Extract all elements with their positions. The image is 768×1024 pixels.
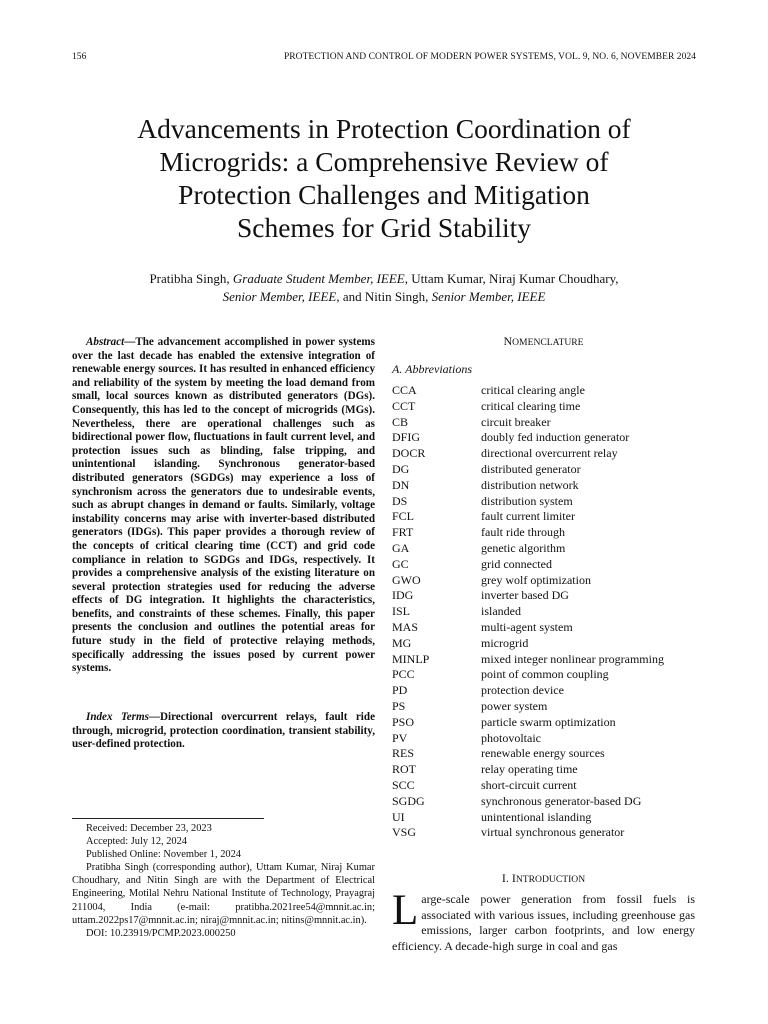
abbreviation-term: MG [392, 635, 412, 650]
abbreviation-row [392, 746, 696, 762]
received-date: Received: December 23, 2023 [86, 823, 212, 834]
abbreviation-term: GC [392, 556, 409, 571]
abbreviation-term: DFIG [392, 430, 421, 445]
abbreviation-term: CCT [392, 398, 416, 413]
abbreviation-definition: particle swarm optimization [481, 714, 616, 729]
abbreviations-subheading: A. Abbreviations [392, 362, 472, 376]
abbreviation-list [392, 383, 696, 841]
abbreviation-term: PD [392, 683, 408, 698]
abbreviation-term: ISL [392, 604, 410, 619]
abbreviation-term: FCL [392, 509, 415, 524]
abbreviation-term: ROT [392, 762, 416, 777]
abbreviation-row [392, 446, 696, 462]
abbreviation-definition: microgrid [481, 635, 529, 650]
abbreviation-definition: photovoltaic [481, 730, 541, 745]
abbreviation-row [392, 430, 696, 446]
abbreviation-term: IDG [392, 588, 414, 603]
abbreviation-term: UI [392, 809, 405, 824]
abbreviation-row [392, 731, 696, 747]
abbreviation-definition: critical clearing angle [481, 383, 585, 397]
abbreviation-term: DG [392, 461, 410, 476]
abbreviation-row [392, 715, 696, 731]
abbreviation-row [392, 399, 696, 415]
page-number: 156 [72, 52, 87, 62]
doi: DOI: 10.23919/PCMP.2023.000250 [86, 927, 236, 939]
abbreviation-term: PV [392, 730, 408, 745]
abbreviation-row [392, 509, 696, 525]
abbreviation-definition: inverter based DG [481, 588, 569, 603]
nomenclature-heading: NOMENCLATURE [503, 334, 584, 348]
introduction-heading: I. INTRODUCTION [501, 871, 586, 885]
abbreviation-term: DN [392, 477, 410, 492]
title-line: Advancements in Protection Coordination of [137, 113, 631, 144]
abbreviation-term: CCA [392, 383, 417, 397]
abbreviation-row [392, 825, 696, 841]
author-list [72, 270, 696, 305]
abbreviation-term: DOCR [392, 446, 426, 461]
abbreviation-term: DS [392, 493, 408, 508]
abbreviation-definition: fault current limiter [481, 509, 575, 524]
index-terms-label: Index Terms [86, 711, 149, 723]
abbreviation-definition: distribution network [481, 477, 579, 492]
abbreviation-row [392, 699, 696, 715]
abbreviation-row [392, 810, 696, 826]
abbreviation-definition: islanded [481, 604, 521, 619]
abbreviation-term: GA [392, 540, 410, 555]
abbreviation-term: PSO [392, 714, 415, 729]
abbreviation-row [392, 636, 696, 652]
abbreviation-definition: mixed integer nonlinear programming [481, 651, 664, 666]
abbreviation-term: PCC [392, 667, 415, 682]
abbreviation-row [392, 383, 696, 399]
abbreviation-definition: distribution system [481, 493, 573, 508]
abbreviation-row [392, 478, 696, 494]
abbreviation-definition: multi-agent system [481, 619, 573, 634]
abbreviation-definition: unintentional islanding [481, 809, 592, 824]
abbreviation-term: FRT [392, 525, 414, 540]
published-date: Published Online: November 1, 2024 [86, 849, 241, 861]
abbreviation-definition: directional overcurrent relay [481, 446, 618, 461]
author-name: , and Nitin Singh, [336, 288, 432, 304]
abbreviation-term: MAS [392, 619, 419, 634]
title-line: Schemes for Grid Stability [236, 212, 532, 243]
abbreviation-term: CB [392, 414, 409, 429]
index-terms [72, 711, 375, 752]
author-role: Graduate Student Member, IEEE [232, 271, 405, 286]
title-line: Protection Challenges and Mitigation [178, 179, 590, 210]
abbreviation-row [392, 462, 696, 478]
abbreviation-definition: synchronous generator-based DG [481, 793, 642, 808]
abbreviation-term: SGDG [392, 793, 425, 808]
abbreviation-row [392, 620, 696, 636]
abbreviation-definition: grey wolf optimization [481, 572, 591, 587]
abbreviation-definition: distributed generator [481, 461, 581, 476]
abbreviation-row [392, 557, 696, 573]
abbreviation-row [392, 604, 696, 620]
abbreviation-definition: doubly fed induction generator [481, 430, 630, 445]
abbreviation-definition: short-circuit current [481, 777, 577, 792]
abbreviation-definition: circuit breaker [481, 414, 551, 429]
accepted-date: Accepted: July 12, 2024 [86, 836, 187, 848]
abbreviation-term: PS [392, 698, 406, 713]
abbreviation-row [392, 652, 696, 668]
abbreviation-definition: fault ride through [481, 525, 565, 540]
abbreviation-definition: grid connected [481, 556, 552, 571]
abbreviation-row [392, 541, 696, 557]
abbreviation-row [392, 762, 696, 778]
abbreviation-row [392, 778, 696, 794]
abbreviation-definition: genetic algorithm [481, 540, 566, 555]
abbreviation-definition: virtual synchronous generator [481, 825, 625, 840]
author-name: Pratibha Singh, [149, 271, 233, 286]
abbreviation-row [392, 588, 696, 604]
journal-citation: PROTECTION AND CONTROL OF MODERN POWER SYSTEMS, VOL. 9, NO. 6, NOVEMBER 2024 [283, 52, 696, 62]
abbreviation-row [392, 683, 696, 699]
abstract-text: —The advancement accomplished in power systems over the last decade has enabled the extensive integration of renewable energy sources. It has resulted in enhanced efficiency and reliability of the system by meeting the load demand from small, local sources known as distributed generators (DGs). Consequently, this has led to the concept of microgrids (MGs). Nevertheless, there are operational challenges such as bidirectional power flow, fluctuations in fault current level, and protection issues such as blinding, false tripping, and unintentional islanding. Synchronous generator-based distributed generators (SGDGs) may experience a loss of synchronism across the generators due to undesirable events, such as abrupt changes in demand or faults. Similarly, voltage instability concerns may arise with inverter-based distributed generators (IDGs). This paper provides a thorough review of the concepts of critical clearing time (CCT) and grid code compliance in relation to SGDGs and IDGs, respectively. It provides a comprehensive analysis of the existing literature on several protection strategies used for reducing the adverse effects of DG integration. It highlights the characteristics, benefits, and constraints of these schemes. Finally, this paper presents the conclusion and outlines the potential areas for future study in the field of protective relaying methods, specifically addressing the issues posed by current power systems. [72, 336, 375, 675]
author-affiliation: Pratibha Singh (corresponding author), Uttam Kumar, Niraj Kumar Choudhary, and Nitin Singh are with the Department of Electrical Engineering, Motilal Nehru National Institute of Technology, Prayagraj 211004, India (e-mail: pratibha.2021ree54@mnnit.ac.in; uttam.2022ps17@mnnit.ac.in; niraj@mnnit.ac.in; nitins@mnnit.ac.in). [72, 862, 375, 926]
running-header [72, 52, 696, 62]
footnote [72, 822, 375, 940]
abstract [72, 336, 375, 676]
abbreviation-row [392, 794, 696, 810]
abbreviation-term: GWO [392, 572, 421, 587]
abbreviation-term: VSG [392, 825, 417, 840]
abbreviation-term: SCC [392, 777, 415, 792]
abbreviation-row [392, 525, 696, 541]
abbreviation-definition: renewable energy sources [481, 746, 605, 761]
abbreviation-definition: relay operating time [481, 762, 578, 777]
abbreviation-definition: point of common coupling [481, 667, 609, 682]
author-name: , Uttam Kumar, Niraj Kumar Choudhary, [404, 271, 619, 286]
abbreviation-definition: protection device [481, 683, 564, 698]
footnote-divider [72, 818, 264, 819]
abbreviation-row [392, 494, 696, 510]
abstract-label: Abstract [86, 336, 125, 348]
author-role: Senior Member, IEEE [431, 288, 546, 304]
author-role: Senior Member, IEEE [222, 288, 337, 304]
paper-title [60, 112, 708, 244]
drop-cap: L [392, 887, 419, 934]
title-line: Microgrids: a Comprehensive Review of [159, 146, 609, 177]
abbreviation-row [392, 415, 696, 431]
abbreviation-term: RES [392, 746, 415, 761]
abbreviation-row [392, 667, 696, 683]
abbreviation-term: MINLP [392, 651, 430, 666]
abbreviation-row [392, 573, 696, 589]
abbreviation-definition: power system [481, 698, 548, 713]
index-terms-text: —Directional overcurrent relays, fault ride through, microgrid, protection coordination, transient stability, user-defined protection. [72, 711, 375, 751]
abbreviation-definition: critical clearing time [481, 398, 581, 413]
introduction-text: Large-scale power generation from fossil fuels is associated with various issues, including greenhouse gas emissions, larger carbon footprints, and low energy efficiency. A decade-high surge in coal and gas [392, 887, 695, 953]
